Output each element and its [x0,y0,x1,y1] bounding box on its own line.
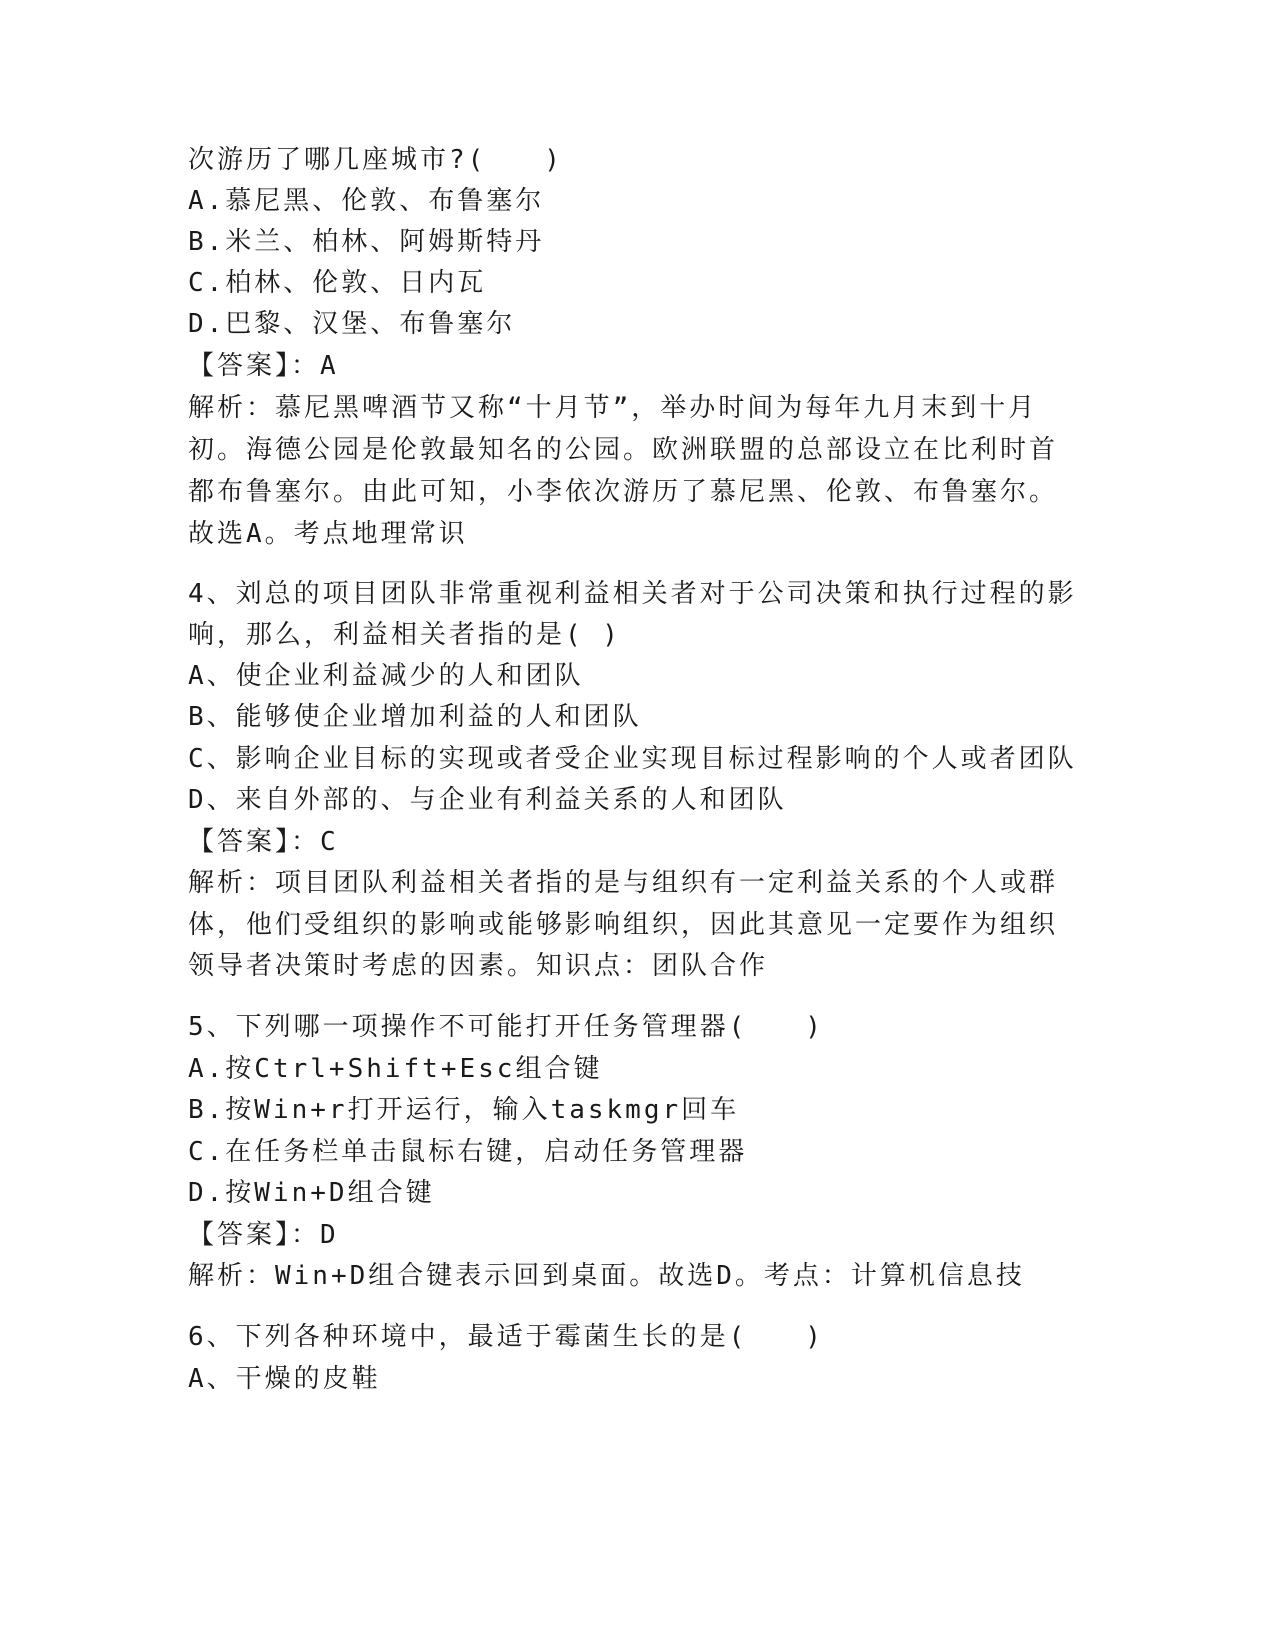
q5-option-d: D.按Win+D组合键 [188,1178,435,1208]
q3-analysis-line-2: 初。海德公园是伦敦最知名的公园。欧洲联盟的总部设立在比利时首 [188,435,1059,465]
q4-analysis-line-1: 解析：项目团队利益相关者指的是与组织有一定利益关系的个人或群 [188,868,1059,898]
q5-option-a: A.按Ctrl+Shift+Esc组合键 [188,1054,603,1084]
q5-option-b: B.按Win+r打开运行，输入taskmgr回车 [188,1095,740,1125]
q4-option-a: A、使企业利益减少的人和团队 [188,661,584,691]
q5-analysis: 解析：Win+D组合键表示回到桌面。故选D。考点：计算机信息技 [188,1261,1025,1291]
q3-analysis-line-1: 解析：慕尼黑啤酒节又称“十月节”，举办时间为每年九月末到十月 [188,393,1038,423]
q3-answer: 【答案】：A [188,351,339,381]
q3-stem-continuation: 次游历了哪几座城市?( ) [188,145,563,175]
q5-stem: 5、下列哪一项操作不可能打开任务管理器( ) [188,1012,824,1042]
q4-stem-line-1: 4、刘总的项目团队非常重视利益相关者对于公司决策和执行过程的影 [188,579,1077,609]
q3-option-a: A.慕尼黑、伦敦、布鲁塞尔 [188,186,545,216]
q4-analysis-line-3: 领导者决策时考虑的因素。知识点：团队合作 [188,951,769,981]
q4-option-c: C、影响企业目标的实现或者受企业实现目标过程影响的个人或者团队 [188,744,1077,774]
q3-option-b: B.米兰、柏林、阿姆斯特丹 [188,227,545,257]
q4-answer: 【答案】：C [188,827,339,857]
q3-analysis-line-4: 故选A。考点地理常识 [188,519,468,549]
q3-option-d: D.巴黎、汉堡、布鲁塞尔 [188,309,516,339]
q3-option-c: C.柏林、伦敦、日内瓦 [188,268,487,298]
q4-option-d: D、来自外部的、与企业有利益关系的人和团队 [188,785,787,815]
q5-answer: 【答案】：D [188,1220,339,1250]
q4-option-b: B、能够使企业增加利益的人和团队 [188,702,642,732]
q5-option-c: C.在任务栏单击鼠标右键，启动任务管理器 [188,1137,748,1167]
q4-stem-line-2: 响，那么，利益相关者指的是( ) [188,620,621,650]
q4-analysis-line-2: 体，他们受组织的影响或能够影响组织，因此其意见一定要作为组织 [188,910,1059,940]
q6-stem: 6、下列各种环境中，最适于霉菌生长的是( ) [188,1322,824,1352]
q3-analysis-line-3: 都布鲁塞尔。由此可知，小李依次游历了慕尼黑、伦敦、布鲁塞尔。 [188,477,1059,507]
q6-option-a: A、干燥的皮鞋 [188,1364,381,1394]
